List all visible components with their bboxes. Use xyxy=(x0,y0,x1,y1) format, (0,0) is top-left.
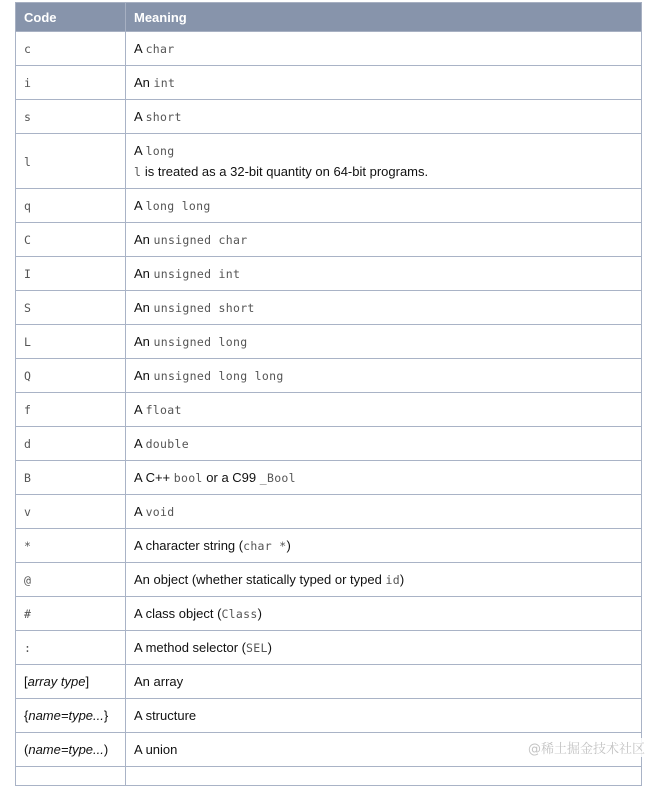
meaning-cell xyxy=(126,359,642,393)
code-cell-empty xyxy=(16,767,126,786)
meaning-text: A C++ xyxy=(134,470,174,485)
code-cell xyxy=(16,563,126,597)
code-placeholder: name=type... xyxy=(28,708,104,723)
meaning-text-2: or a C99 xyxy=(202,470,260,485)
meaning-text: A union xyxy=(134,742,178,757)
meaning-text: A xyxy=(134,198,146,213)
code-value: S xyxy=(24,301,32,315)
table-row xyxy=(16,393,642,427)
code-cell xyxy=(16,461,126,495)
table-row xyxy=(16,563,642,597)
code-value: C xyxy=(24,233,32,247)
meaning-text: A xyxy=(134,41,146,56)
code-cell xyxy=(16,699,126,733)
meaning-code: long xyxy=(145,144,175,158)
meaning-note xyxy=(134,164,633,179)
code-value: d xyxy=(24,437,32,451)
meaning-cell xyxy=(126,325,642,359)
meaning-code: long long xyxy=(145,199,211,213)
table-row xyxy=(16,461,642,495)
note-code: l xyxy=(134,165,142,179)
table-row xyxy=(16,427,642,461)
table-row xyxy=(16,257,642,291)
code-cell xyxy=(16,257,126,291)
code-cell xyxy=(16,495,126,529)
code-cell xyxy=(16,359,126,393)
meaning-code: int xyxy=(153,76,176,90)
meaning-cell xyxy=(126,631,642,665)
meaning-cell xyxy=(126,223,642,257)
meaning-code: id xyxy=(385,573,400,587)
code-value: f xyxy=(24,403,32,417)
meaning-text: A xyxy=(134,504,146,519)
meaning-text: An xyxy=(134,232,154,247)
table-row xyxy=(16,359,642,393)
code-value: l xyxy=(24,154,32,169)
header-code: Code xyxy=(16,3,126,32)
meaning-cell-empty xyxy=(126,767,642,786)
code-cell xyxy=(16,733,126,767)
meaning-code: char xyxy=(145,42,175,56)
table-row xyxy=(16,32,642,66)
meaning-text: An xyxy=(134,368,154,383)
type-encodings-table-wrapper xyxy=(15,2,641,786)
meaning-text: An array xyxy=(134,674,184,689)
code-value: q xyxy=(24,199,32,213)
table-row xyxy=(16,699,642,733)
meaning-text: A xyxy=(134,143,146,158)
code-value: s xyxy=(24,110,32,124)
table-row xyxy=(16,291,642,325)
meaning-cell xyxy=(126,461,642,495)
meaning-code: unsigned long xyxy=(153,335,248,349)
meaning-text: An xyxy=(134,300,154,315)
code-value: c xyxy=(24,42,32,56)
code-value: L xyxy=(24,335,32,349)
code-cell xyxy=(16,631,126,665)
meaning-code: void xyxy=(145,505,175,519)
code-cell xyxy=(16,393,126,427)
code-cell xyxy=(16,529,126,563)
meaning-text: An object (whether statically typed or typed xyxy=(134,572,386,587)
meaning-text: An xyxy=(134,75,154,90)
meaning-text: A structure xyxy=(134,708,197,723)
table-row xyxy=(16,325,642,359)
table-header-row xyxy=(16,3,642,32)
meaning-code: double xyxy=(145,437,189,451)
code-cell xyxy=(16,665,126,699)
meaning-cell xyxy=(126,427,642,461)
meaning-cell xyxy=(126,100,642,134)
table-row xyxy=(16,665,642,699)
meaning-cell xyxy=(126,393,642,427)
meaning-cell xyxy=(126,134,642,189)
code-value: # xyxy=(24,607,32,621)
meaning-code: unsigned char xyxy=(153,233,248,247)
code-cell xyxy=(16,66,126,100)
meaning-text: A xyxy=(134,402,146,417)
meaning-text: A method selector ( xyxy=(134,640,246,655)
code-bracket-open: { xyxy=(24,708,29,723)
code-cell xyxy=(16,32,126,66)
code-value: : xyxy=(24,641,32,655)
meaning-cell xyxy=(126,563,642,597)
meaning-cell xyxy=(126,495,642,529)
meaning-code: unsigned int xyxy=(153,267,241,281)
table-row xyxy=(16,134,642,189)
code-bracket-open: [ xyxy=(24,674,28,689)
code-cell xyxy=(16,427,126,461)
table-row xyxy=(16,495,642,529)
meaning-text: A xyxy=(134,436,146,451)
code-bracket-close: } xyxy=(103,708,109,723)
meaning-code: float xyxy=(145,403,182,417)
meaning-cell xyxy=(126,597,642,631)
meaning-code: char * xyxy=(243,539,287,553)
code-bracket-open: ( xyxy=(24,742,29,757)
meaning-text: A character string ( xyxy=(134,538,244,553)
meaning-text-2: ) xyxy=(399,572,405,587)
code-value: Q xyxy=(24,369,32,383)
table-row xyxy=(16,66,642,100)
meaning-cell xyxy=(126,257,642,291)
meaning-cell xyxy=(126,66,642,100)
code-value: v xyxy=(24,505,32,519)
code-cell xyxy=(16,189,126,223)
meaning-cell xyxy=(126,32,642,66)
code-cell xyxy=(16,325,126,359)
code-placeholder: array type xyxy=(27,674,86,689)
meaning-cell xyxy=(126,189,642,223)
meaning-code: unsigned long long xyxy=(153,369,284,383)
code-cell xyxy=(16,223,126,257)
meaning-code: bool xyxy=(173,471,203,485)
code-value: @ xyxy=(24,573,32,587)
meaning-code: SEL xyxy=(246,641,268,655)
meaning-text: A xyxy=(134,109,146,124)
meaning-text-2: ) xyxy=(267,640,273,655)
meaning-cell xyxy=(126,665,642,699)
meaning-code: Class xyxy=(221,607,258,621)
table-row xyxy=(16,223,642,257)
meaning-text: An xyxy=(134,334,154,349)
code-bracket-close: ) xyxy=(103,742,109,757)
table-row xyxy=(16,529,642,563)
meaning-cell xyxy=(126,699,642,733)
code-placeholder: name=type... xyxy=(28,742,104,757)
watermark: @稀土掘金技术社区 xyxy=(528,738,645,757)
code-bracket-close: ] xyxy=(85,674,90,689)
table-row xyxy=(16,189,642,223)
table-row-partial xyxy=(16,767,642,786)
note-text: is treated as a 32-bit quantity on 64-bit programs. xyxy=(141,164,429,179)
code-cell xyxy=(16,100,126,134)
table-row xyxy=(16,597,642,631)
meaning-code: unsigned short xyxy=(153,301,255,315)
meaning-cell xyxy=(126,291,642,325)
header-meaning: Meaning xyxy=(126,3,642,32)
meaning-text: An xyxy=(134,266,154,281)
code-value: * xyxy=(24,539,32,553)
meaning-code: short xyxy=(145,110,182,124)
table-row xyxy=(16,100,642,134)
meaning-cell xyxy=(126,529,642,563)
meaning-text-2: ) xyxy=(286,538,291,553)
code-cell xyxy=(16,291,126,325)
meaning-text-2: ) xyxy=(257,606,262,621)
code-value: i xyxy=(24,76,32,90)
type-encodings-table xyxy=(15,2,642,786)
code-cell xyxy=(16,134,126,189)
table-row xyxy=(16,631,642,665)
code-cell xyxy=(16,597,126,631)
meaning-code-2: _Bool xyxy=(259,471,296,485)
code-value: B xyxy=(24,471,32,485)
code-value: I xyxy=(24,267,32,281)
meaning-text: A class object ( xyxy=(134,606,222,621)
